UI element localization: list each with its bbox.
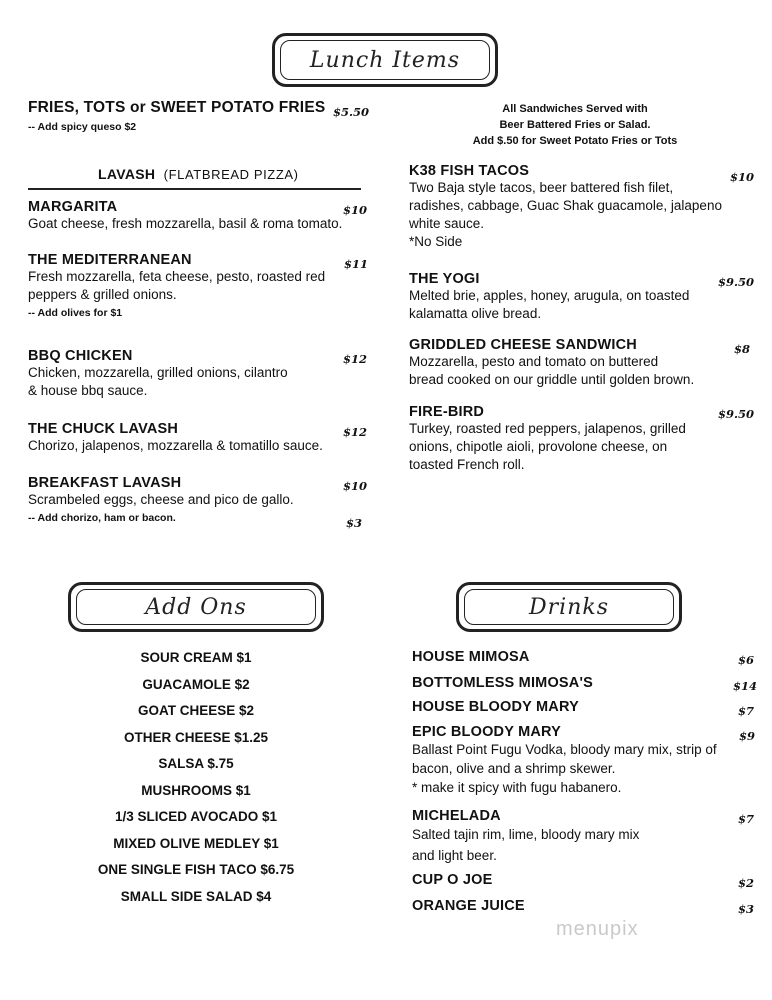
lavash-item-chuck-lavash: THE CHUCK LAVASH Chorizo, jalapenos, mozzarella & tomatillo sauce. (28, 421, 323, 453)
lavash-heading: LAVASH (FLATBREAD PIZZA) (98, 166, 299, 182)
list-item: GOAT CHEESE $2 (137, 703, 255, 718)
sandwich-price-yogi: $9.50 (718, 275, 755, 289)
sandwich-item-yogi: THE YOGI Melted brie, apples, honey, arugula, on toasted kalamatta olive bread. (409, 271, 690, 321)
fries-item (28, 99, 363, 133)
list-item: ONE SINGLE FISH TACO $6.75 (97, 862, 295, 877)
addons-list (70, 650, 322, 915)
list-item: MIXED OLIVE MEDLEY $1 (113, 835, 279, 851)
drink-price-house-bloody-mary: $7 (738, 704, 755, 718)
sandwich-item-fire-bird: FIRE-BIRD Turkey, roasted red peppers, jalapenos, grilled onions, chipotle aioli, provolone cheese, on toasted French roll. (409, 404, 686, 472)
list-item: OTHER CHEESE $1.25 (123, 729, 269, 745)
list-item: SALSA $.75 (158, 756, 234, 771)
lunch-items-banner (272, 33, 498, 87)
drink-price-orange-juice: $3 (738, 902, 755, 916)
lavash-item-margarita: MARGARITA Goat cheese, fresh mozzarella, basil & roma tomato. (28, 199, 343, 231)
drink-price-michelada: $7 (738, 812, 755, 826)
lavash-price-breakfast-lavash: $10 (343, 479, 368, 493)
add-ons-banner (68, 582, 324, 632)
list-item: 1/3 SLICED AVOCADO $1 (114, 809, 278, 824)
list-item: GUACAMOLE $2 (142, 676, 250, 692)
sandwich-price-fish-tacos: $10 (730, 170, 755, 184)
fries-note: -- Add spicy queso $2 (28, 121, 137, 133)
drink-price-cup-o-joe: $2 (738, 876, 755, 890)
fries-title: FRIES, TOTS or SWEET POTATO FRIES (28, 99, 326, 116)
drink-item-michelada: MICHELADA Salted tajin rim, lime, bloody mary mix and light beer. (412, 808, 640, 863)
lavash-item-bbq-chicken: BBQ CHICKEN Chicken, mozzarella, grilled onions, cilantro & house bbq sauce. (28, 348, 288, 398)
drink-item-epic-bloody-mary: EPIC BLOODY MARY Ballast Point Fugu Vodka, bloody mary mix, strip of bacon, olive and a shrimp skewer. * make it spicy with fugu habanero. (412, 724, 717, 795)
list-item: SMALL SIDE SALAD $4 (120, 888, 272, 904)
drink-price-bottomless-mimosa: $14 (733, 679, 758, 693)
drink-item-house-mimosa: HOUSE MIMOSA (412, 649, 530, 665)
drink-price-epic-bloody-mary: $9 (739, 729, 756, 743)
menupix-watermark: menupix (556, 918, 639, 940)
sandwich-item-fish-tacos: K38 FISH TACOS Two Baja style tacos, beer battered fish filet, radishes, cabbage, Guac Shak guacamole, jalapeno white sauce. *No Side (409, 163, 722, 249)
drink-item-cup-o-joe: CUP O JOE (412, 872, 493, 888)
drink-item-house-bloody-mary: HOUSE BLOODY MARY (412, 699, 579, 715)
lavash-item-mediterranean: THE MEDITERRANEAN Fresh mozzarella, feta cheese, pesto, roasted red peppers & grilled onions. -- Add olives for $1 (28, 252, 326, 319)
add-ons-heading: Add Ons (145, 594, 247, 620)
lavash-note-price-breakfast: $3 (346, 516, 363, 530)
lavash-divider (28, 188, 361, 190)
fries-price: $5.50 (333, 105, 370, 119)
drinks-banner (456, 582, 682, 632)
drink-price-house-mimosa: $6 (738, 653, 755, 667)
sandwich-price-fire-bird: $9.50 (718, 407, 755, 421)
lavash-price-chuck-lavash: $12 (343, 425, 368, 439)
lavash-price-margarita: $10 (343, 203, 368, 217)
sandwich-price-griddled-cheese: $8 (734, 342, 751, 356)
lunch-items-heading: Lunch Items (309, 47, 461, 73)
sandwich-served-note: All Sandwiches Served with Beer Battered Fries or Salad. Add $.50 for Sweet Potato Fries or Tots (472, 103, 678, 147)
list-item: MUSHROOMS $1 (141, 782, 251, 798)
lavash-price-bbq-chicken: $12 (343, 352, 368, 366)
list-item: SOUR CREAM $1 (140, 650, 252, 665)
drinks-heading: Drinks (529, 594, 609, 620)
drink-item-bottomless-mimosa: BOTTOMLESS MIMOSA'S (412, 675, 593, 691)
sandwich-item-griddled-cheese: GRIDDLED CHEESE SANDWICH Mozzarella, pesto and tomato on buttered bread cooked on our griddle until golden brown. (409, 337, 695, 387)
lavash-price-mediterranean: $11 (344, 257, 369, 271)
drink-item-orange-juice: ORANGE JUICE (412, 898, 525, 914)
lavash-item-breakfast-lavash: BREAKFAST LAVASH Scrambeled eggs, cheese and pico de gallo. -- Add chorizo, ham or bacon. (28, 475, 294, 524)
